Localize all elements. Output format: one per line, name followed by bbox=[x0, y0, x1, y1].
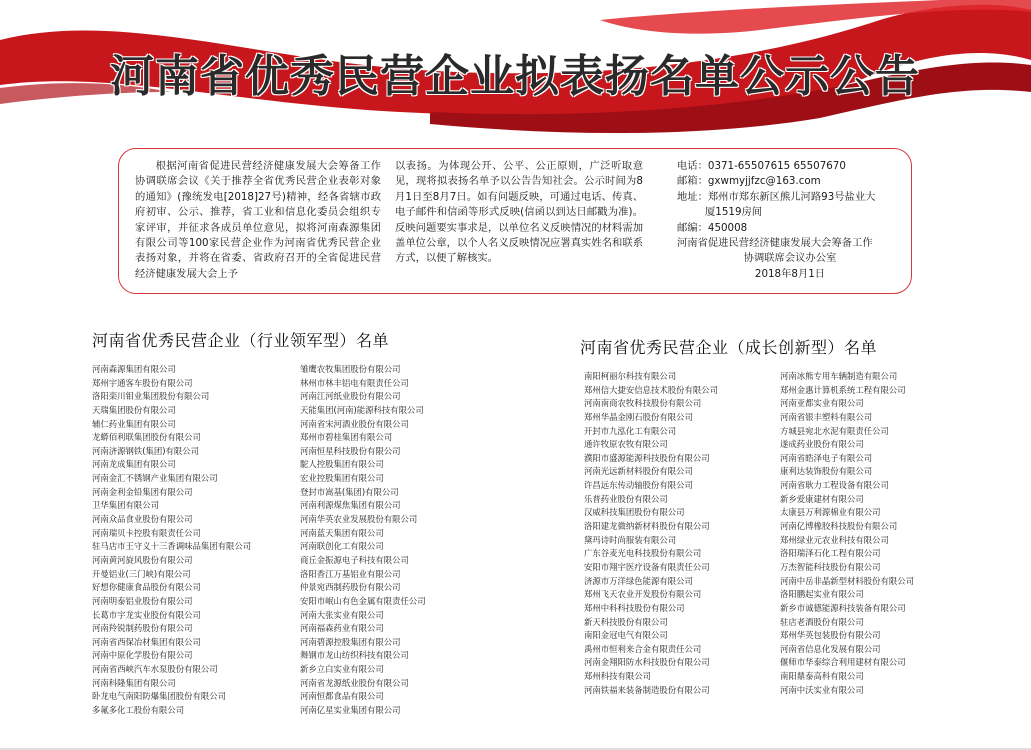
company-list-item: 河南南商农牧科技股份有限公司 bbox=[584, 398, 702, 409]
company-list-item: 新乡市诚德能源科技装备有限公司 bbox=[780, 602, 906, 613]
company-list-item: 河南中岳非晶新型材料股份有限公司 bbox=[780, 575, 914, 586]
company-list-item: 河南省银丰塑料有限公司 bbox=[780, 411, 873, 422]
company-list-item: 商丘金振源电子科技有限公司 bbox=[300, 554, 409, 565]
company-list-item: 卧龙电气南阳防爆集团股份有限公司 bbox=[92, 691, 226, 702]
company-list-item: 河南蓝天集团有限公司 bbox=[300, 527, 384, 538]
contact-info bbox=[677, 159, 903, 282]
company-list-item: 万杰智能科技股份有限公司 bbox=[780, 561, 881, 572]
company-list-item: 郑州华英包装股份有限公司 bbox=[780, 630, 881, 641]
company-list-item: 河南瑞贝卡控股有限责任公司 bbox=[92, 527, 201, 538]
company-list-item: 天能集团(河南)能源科技有限公司 bbox=[300, 404, 424, 415]
company-list-item: 河南联创化工有限公司 bbox=[300, 541, 384, 552]
company-list-item: 好想你健康食品股份有限公司 bbox=[92, 582, 201, 593]
company-list-item: 广东谷麦光电科技股份有限公司 bbox=[584, 548, 702, 559]
company-list-item: 駝人控股集团有限公司 bbox=[300, 459, 384, 470]
company-list-item: 郑州飞天农业开发股份有限公司 bbox=[584, 589, 702, 600]
company-list-item: 开曼铝业(三门峡)有限公司 bbox=[92, 568, 191, 579]
company-list-item: 开封市九泓化工有限公司 bbox=[584, 425, 677, 436]
company-list-item: 济源市万洋绿色能源有限公司 bbox=[584, 575, 693, 586]
company-list-item: 洛阳栾川钼业集团股份有限公司 bbox=[92, 391, 210, 402]
company-list-item: 濮阳市盛源能源科技股份有限公司 bbox=[584, 452, 710, 463]
company-list-item: 郑州市碧桂集团有限公司 bbox=[300, 432, 393, 443]
company-list-item: 郑州金惠计算机系统工程有限公司 bbox=[780, 384, 906, 395]
company-list-item: 安阳市翔宇医疗设备有限责任公司 bbox=[584, 561, 710, 572]
company-list-item: 登封市嵩基(集团)有限公司 bbox=[300, 486, 399, 497]
notice-box bbox=[118, 148, 912, 294]
contact-postcode: 邮编：450008 bbox=[677, 221, 748, 234]
contact-email: 邮箱：gxwmyjjfzc@163.com bbox=[677, 175, 821, 188]
growth-list-col-b bbox=[780, 370, 980, 697]
company-list-item: 河南冰熊专用车辆制造有限公司 bbox=[780, 371, 898, 381]
company-list-item: 河南明泰铝业股份有限公司 bbox=[92, 595, 193, 606]
company-list-item: 仲景宛西制药股份有限公司 bbox=[300, 582, 401, 593]
company-list-item: 偃师市华泰综合利用建材有限公司 bbox=[780, 657, 906, 668]
company-list-item: 太康县万利源棉业有限公司 bbox=[780, 507, 881, 518]
company-list-item: 郑州宇通客车股份有限公司 bbox=[92, 377, 193, 388]
company-list-item: 方城县宛北水泥有限责任公司 bbox=[780, 425, 889, 436]
company-list-item: 辅仁药业集团有限公司 bbox=[92, 418, 176, 429]
company-list-item: 河南亚都实业有限公司 bbox=[780, 398, 864, 409]
company-list-item: 洛阳鹏起实业有限公司 bbox=[780, 589, 864, 600]
company-list-item: 河南济源钢铁(集团)有限公司 bbox=[92, 445, 200, 456]
notice-paragraph-1: 根据河南省促进民营经济健康发展大会筹备工作协调联席会议《关于推荐全省优秀民营企业表彰对象的通知》(豫统发电[2018]27号)精神，经各省辖市政府初审、公示、推荐，省工业和信息化委员会组织专家评审，并征求各成员单位意见，拟将河南森源集团有限公司等100家民营企业作为河南省优秀民营企业表扬对象，并将在省委、省政府召开的全省促进民营经济健康发展大会上予 bbox=[135, 160, 381, 280]
notice-date: 2018年8月1日 bbox=[754, 267, 826, 280]
company-list-item: 林州市林丰铝电有限责任公司 bbox=[300, 377, 409, 388]
company-list-item: 驻马店市王守义十三香调味品集团有限公司 bbox=[92, 541, 252, 552]
notice-paragraph-2: 以表扬。为体现公开、公平、公正原则，广泛听取意见，现将拟表扬名单予以公告告知社会。公示时间为8月1日至8月7日。如有问题反映，可通过电话、传真、电子邮件和信函等形式反映(信函以到达日邮戳为准)。反映问题要实事求是，以单位名义反映情况的材料需加盖单位公章，以个人名义反映情况应署真实姓名和联系方式，以便了解核实。 bbox=[395, 160, 643, 265]
company-list-item: 河南金翔阳防水科技股份有限公司 bbox=[584, 657, 710, 668]
company-list-item: 洛阳香江万基铝业有限公司 bbox=[300, 568, 401, 579]
company-list-item: 遂成药业股份有限公司 bbox=[780, 439, 864, 450]
company-list-item: 河南华英农业发展股份有限公司 bbox=[300, 514, 418, 525]
company-list-item: 河南恒星科技股份有限公司 bbox=[300, 445, 401, 456]
company-list-item: 许昌远东传动轴股份有限公司 bbox=[584, 480, 693, 491]
company-list-item: 康利达装饰股份有限公司 bbox=[780, 466, 873, 477]
company-list-item: 卫华集团有限公司 bbox=[92, 500, 159, 511]
leading-list-col-b bbox=[300, 363, 500, 718]
leading-list-col-a bbox=[92, 363, 292, 718]
company-list-item: 河南省皓泽电子有限公司 bbox=[780, 452, 873, 463]
company-list-item: 河南恒都食品有限公司 bbox=[300, 691, 384, 702]
company-list-item: 龙蟒佰利联集团股份有限公司 bbox=[92, 432, 201, 443]
company-list-item: 河南龙成集团有限公司 bbox=[92, 459, 176, 470]
company-list-item: 舞钢市龙山纺织科技有限公司 bbox=[300, 650, 409, 661]
company-list-item: 郑州绿业元农业科技有限公司 bbox=[780, 534, 889, 545]
company-list-item: 河南中原化学股份有限公司 bbox=[92, 650, 193, 661]
company-list-item: 南阳鼎泰高科有限公司 bbox=[780, 671, 864, 682]
company-list-item: 宏业控股集团有限公司 bbox=[300, 473, 384, 484]
notice-column-1 bbox=[135, 159, 381, 282]
page-title: 河南省优秀民营企业拟表扬名单公示公告 bbox=[110, 51, 920, 102]
company-list-item: 河南江河纸业股份有限公司 bbox=[300, 391, 401, 402]
company-list-item: 驻店老酒股份有限公司 bbox=[780, 616, 864, 627]
section-title-growth: 河南省优秀民营企业（成长创新型）名单 bbox=[580, 338, 878, 357]
company-list-item: 河南黄河旋风股份有限公司 bbox=[92, 554, 193, 565]
company-list-item: 新乡爱康建材有限公司 bbox=[780, 493, 864, 504]
contact-phone: 电话：0371-65507615 65507670 bbox=[677, 160, 846, 172]
company-list-item: 通许牧原农牧有限公司 bbox=[584, 439, 668, 450]
section-title-leading: 河南省优秀民营企业（行业领军型）名单 bbox=[92, 331, 390, 350]
company-list-item: 河南金利金铅集团有限公司 bbox=[92, 486, 193, 497]
company-list-item: 河南省耿力工程设备有限公司 bbox=[780, 480, 889, 491]
company-list-item: 汉威科技集团股份有限公司 bbox=[584, 507, 685, 518]
company-list-item: 雏鹰农牧集团股份有限公司 bbox=[300, 364, 401, 374]
company-list-item: 河南光远新材料股份有限公司 bbox=[584, 466, 693, 477]
company-list-item: 洛阳瑞泽石化工程有限公司 bbox=[780, 548, 881, 559]
company-list-item: 河南科隆集团有限公司 bbox=[92, 677, 176, 688]
growth-list-col-a bbox=[584, 370, 774, 697]
company-list-item: 河南福森药业有限公司 bbox=[300, 623, 384, 634]
company-list-item: 河南省宋河酒业股份有限公司 bbox=[300, 418, 409, 429]
company-list-item: 黛玛诗时尚服装有限公司 bbox=[584, 534, 677, 545]
company-list-item: 河南亿星实业集团有限公司 bbox=[300, 705, 401, 716]
notice-column-2 bbox=[395, 159, 643, 267]
company-list-item: 河南羚锐制药股份有限公司 bbox=[92, 623, 193, 634]
company-list-item: 禹州市恒利来合金有限责任公司 bbox=[584, 643, 702, 654]
company-list-item: 多氟多化工股份有限公司 bbox=[92, 705, 185, 716]
company-list-item: 乐普药业股份有限公司 bbox=[584, 493, 668, 504]
company-list-item: 南阳柯丽尔科技有限公司 bbox=[584, 371, 677, 381]
contact-address: 地址：郑州市郑东新区熊儿河路93号盐业大 bbox=[677, 190, 876, 203]
company-list-item: 郑州华晶金刚石股份有限公司 bbox=[584, 411, 693, 422]
company-list-item: 河南亿博橡胶科技股份有限公司 bbox=[780, 521, 898, 532]
company-list-item: 新天科技股份有限公司 bbox=[584, 616, 668, 627]
company-list-item: 河南利源煤焦集团有限公司 bbox=[300, 500, 401, 511]
company-list-item: 河南众品食业股份有限公司 bbox=[92, 514, 193, 525]
company-list-item: 长葛市宇龙实业股份有限公司 bbox=[92, 609, 201, 620]
company-list-item: 河南省西保冶材集团有限公司 bbox=[92, 636, 201, 647]
contact-address-cont: 厦1519房间 bbox=[705, 206, 763, 219]
company-list-item: 河南中沃实业有限公司 bbox=[780, 684, 864, 695]
company-list-item: 河南省信息化发展有限公司 bbox=[780, 643, 881, 654]
company-list-item: 南阳金冠电气有限公司 bbox=[584, 630, 668, 641]
company-list-item: 郑州科技有限公司 bbox=[584, 671, 651, 682]
company-list-item: 河南省龙源纸业股份有限公司 bbox=[300, 677, 409, 688]
company-list-item: 郑州信大捷安信息技术股份有限公司 bbox=[584, 384, 718, 395]
issuer-name: 河南省促进民营经济健康发展大会筹备工作 bbox=[677, 237, 873, 250]
company-list-item: 天瑞集团股份有限公司 bbox=[92, 404, 176, 415]
company-list-item: 郑州中科科技股份有限公司 bbox=[584, 602, 685, 613]
company-list-item: 新乡立白实业有限公司 bbox=[300, 664, 384, 675]
company-list-item: 河南大张实业有限公司 bbox=[300, 609, 384, 620]
company-list-item: 河南省西峡汽车水泵股份有限公司 bbox=[92, 664, 218, 675]
company-list-item: 安阳市岷山有色金属有限责任公司 bbox=[300, 595, 426, 606]
company-list-item: 河南碧源控股集团有限公司 bbox=[300, 636, 401, 647]
company-list-item: 河南铁福来装备制造股份有限公司 bbox=[584, 684, 710, 695]
company-list-item: 洛阳建龙微纳新材料股份有限公司 bbox=[584, 521, 710, 532]
issuer-name-cont: 协调联席会议办公室 bbox=[743, 252, 837, 265]
company-list-item: 河南森源集团有限公司 bbox=[92, 364, 176, 374]
company-list-item: 河南金汇不锈钢产业集团有限公司 bbox=[92, 473, 218, 484]
